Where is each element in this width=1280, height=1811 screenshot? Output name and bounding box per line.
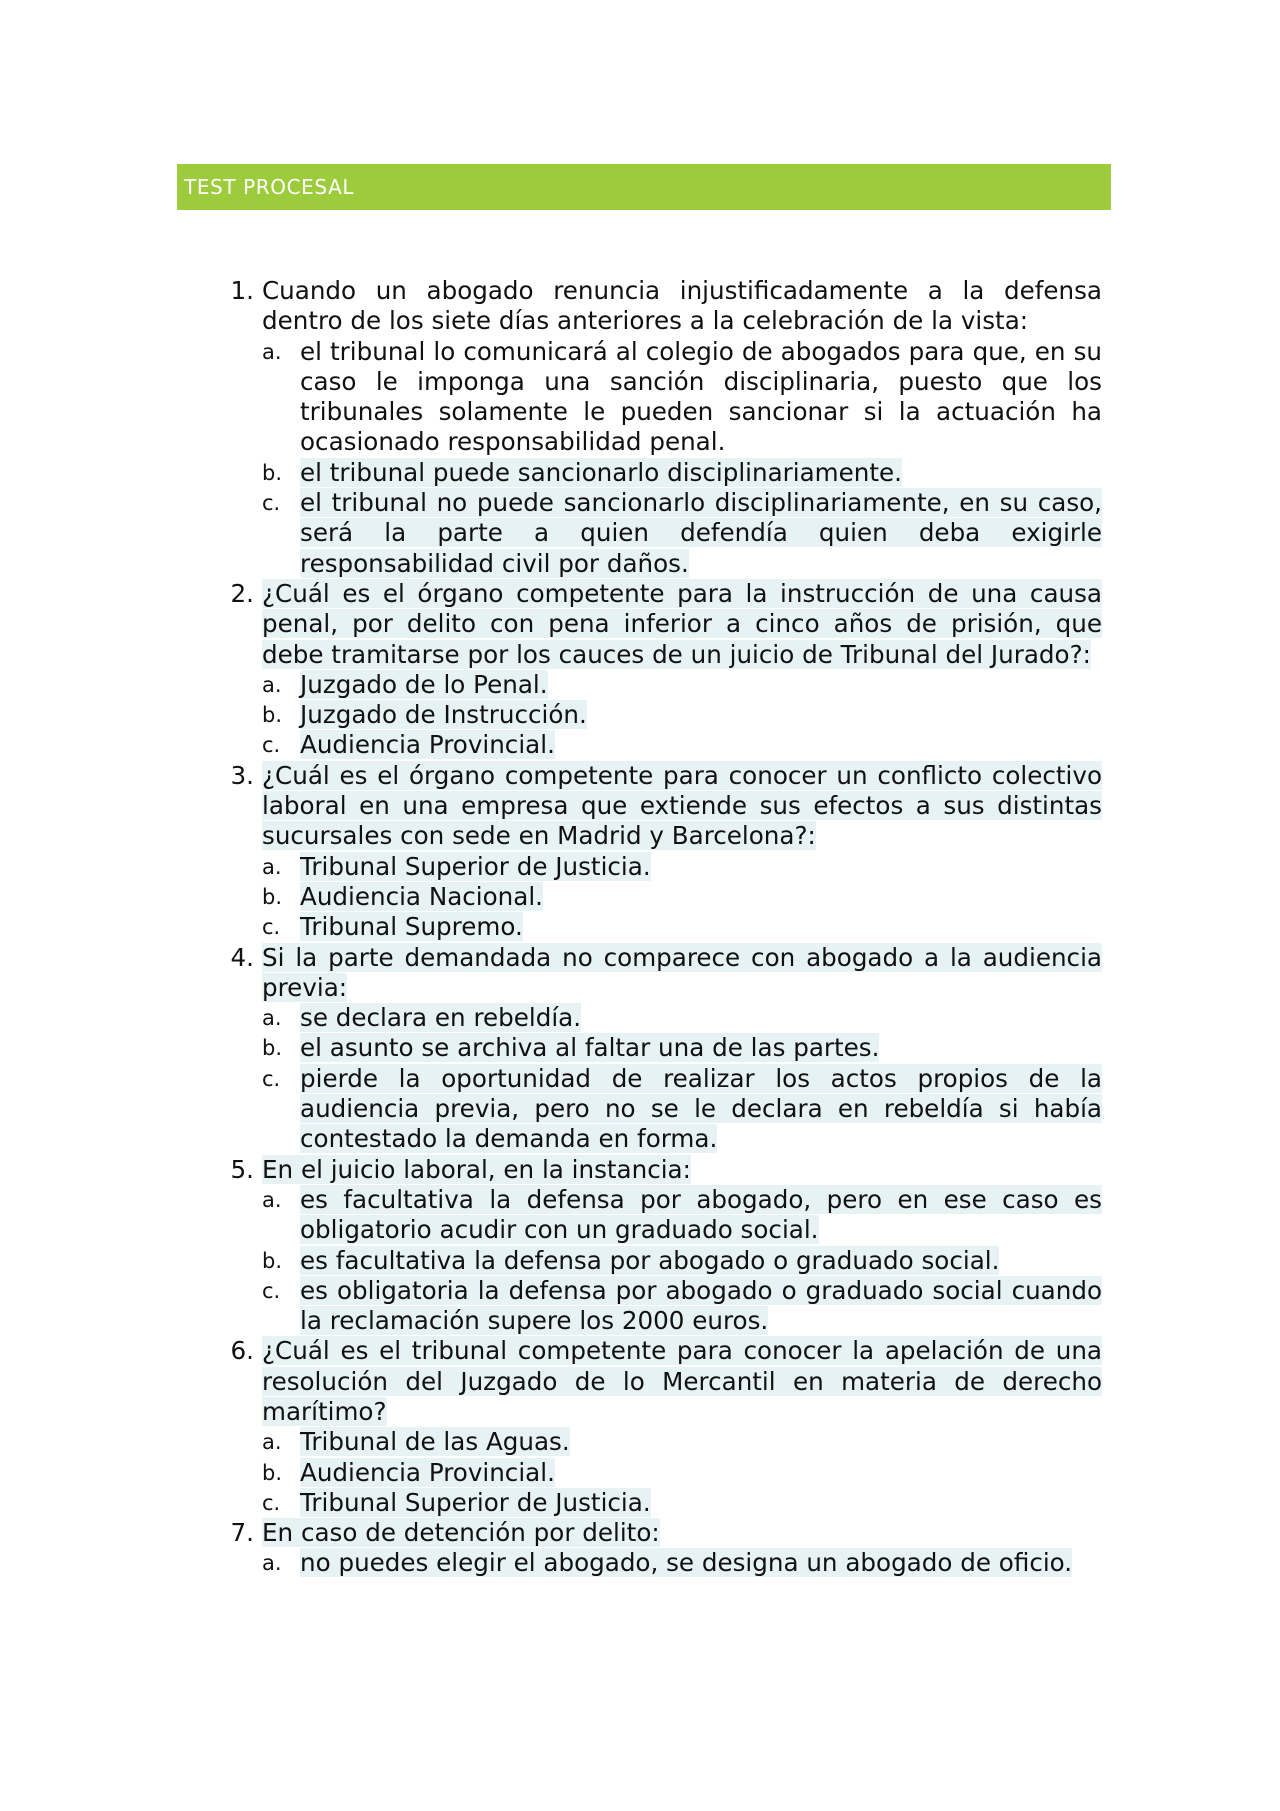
option-text: es facultativa la defensa por abogado o graduado social.: [300, 1245, 1000, 1275]
option-text: se declara en rebeldía.: [300, 1003, 582, 1033]
option-text: pierde la oportunidad de realizar los actos propios de la audiencia previa, pero no se le declara en rebeldía si había contestado la demanda en forma.: [300, 1063, 1102, 1154]
answer-option: [262, 1003, 1102, 1033]
answer-option: [262, 1185, 1102, 1246]
option-text-block: [300, 1427, 1102, 1457]
option-text: Audiencia Provincial.: [300, 1457, 555, 1487]
answer-option: [262, 882, 1102, 912]
answer-option: [262, 337, 1102, 458]
option-text-block: [300, 670, 1102, 700]
option-letter: c.: [262, 1066, 281, 1091]
answer-option: [262, 1064, 1102, 1155]
option-letter: a.: [262, 1430, 282, 1455]
option-text: el tribunal puede sancionarlo disciplinariamente.: [300, 457, 902, 487]
option-letter: a.: [262, 1551, 282, 1576]
question-text: En el juicio laboral, en la instancia:: [262, 1154, 691, 1184]
option-text-block: [300, 730, 1102, 760]
question-text: ¿Cuál es el órgano competente para conocer un conflicto colectivo laboral en una empresa que extiende sus efectos a sus distintas sucursales con sede en Madrid y Barcelona?:: [262, 760, 1102, 851]
question-text-block: [262, 1155, 1102, 1185]
answer-option: [262, 488, 1102, 579]
answer-option: [262, 1246, 1102, 1276]
answer-option: [262, 730, 1102, 760]
option-letter: b.: [262, 1460, 283, 1485]
option-text-block: [300, 700, 1102, 730]
question-text: En caso de detención por delito:: [262, 1518, 660, 1548]
question-item: [218, 943, 1102, 1155]
option-text-block: [300, 337, 1102, 458]
question-number: 1.: [230, 276, 254, 305]
answer-option: [262, 458, 1102, 488]
option-text-block: [300, 1185, 1102, 1246]
option-letter: c.: [262, 915, 281, 940]
option-letter: b.: [262, 703, 283, 728]
option-text-block: [300, 488, 1102, 579]
question-text-block: [262, 943, 1102, 1004]
question-list: [218, 276, 1102, 1579]
question-item: [218, 579, 1102, 761]
answer-option: [262, 1427, 1102, 1457]
option-text: Juzgado de Instrucción.: [300, 700, 587, 730]
option-text: Tribunal de las Aguas.: [300, 1427, 570, 1457]
option-letter: c.: [262, 1278, 281, 1303]
question-text: Si la parte demandada no comparece con abogado a la audiencia previa:: [262, 942, 1102, 1002]
answer-option: [262, 912, 1102, 942]
option-letter: b.: [262, 884, 283, 909]
option-text-block: [300, 458, 1102, 488]
question-item: [218, 1336, 1102, 1518]
question-text-block: [262, 276, 1102, 337]
question-number: 3.: [230, 760, 254, 790]
question-item: [218, 1518, 1102, 1579]
option-letter: a.: [262, 339, 282, 364]
answer-option: [262, 1458, 1102, 1488]
answer-option: [262, 1488, 1102, 1518]
answer-option: [262, 700, 1102, 730]
question-text: Cuando un abogado renuncia injustificadamente a la defensa dentro de los siete días anteriores a la celebración de la vista:: [262, 276, 1102, 336]
option-text: el tribunal lo comunicará al colegio de abogados para que, en su caso le imponga una sanción disciplinaria, puesto que los tribunales solamente le pueden sancionar si la actuación ha ocasionado responsabilidad penal.: [300, 336, 1102, 457]
option-letter: a.: [262, 1187, 282, 1212]
answer-option: [262, 1548, 1102, 1578]
question-number: 7.: [230, 1518, 254, 1548]
answer-option: [262, 1276, 1102, 1337]
question-number: 4.: [230, 942, 254, 972]
option-text: es facultativa la defensa por abogado, pero en ese caso es obligatorio acudir con un graduado social.: [300, 1184, 1102, 1245]
option-text-block: [300, 1033, 1102, 1063]
option-letter: a.: [262, 1006, 282, 1031]
option-text-block: [300, 1488, 1102, 1518]
header-bar: [177, 164, 1111, 210]
option-text: Tribunal Superior de Justicia.: [300, 851, 651, 881]
option-letter: c.: [262, 491, 281, 516]
option-text-block: [300, 1276, 1102, 1337]
question-text-block: [262, 1336, 1102, 1427]
option-letter: a.: [262, 854, 282, 879]
question-text-block: [262, 579, 1102, 670]
question-text-block: [262, 761, 1102, 852]
option-letter: b.: [262, 1248, 283, 1273]
question-item: [218, 761, 1102, 943]
question-text: ¿Cuál es el tribunal competente para conocer la apelación de una resolución del Juzgado de lo Mercantil en materia de derecho marítimo?: [262, 1336, 1102, 1426]
question-text: ¿Cuál es el órgano competente para la instrucción de una causa penal, por delito con pena inferior a cinco años de prisión, que debe tramitarse por los cauces de un juicio de Tribunal del Jurado?:: [262, 578, 1102, 669]
option-text: Tribunal Superior de Justicia.: [300, 1487, 651, 1517]
option-text-block: [300, 1548, 1102, 1578]
option-text: el tribunal no puede sancionarlo disciplinariamente, en su caso, será la parte a quien defendía quien deba exigirle responsabilidad civil por daños.: [300, 488, 1102, 578]
option-text-block: [300, 1458, 1102, 1488]
option-text-block: [300, 1246, 1102, 1276]
question-item: [218, 276, 1102, 579]
question-number: 2.: [230, 578, 254, 608]
option-text: Juzgado de lo Penal.: [300, 669, 548, 699]
option-letter: b.: [262, 460, 283, 485]
option-text-block: [300, 852, 1102, 882]
option-text: Audiencia Provincial.: [300, 730, 555, 760]
question-text-block: [262, 1518, 1102, 1548]
option-text: es obligatoria la defensa por abogado o graduado social cuando la reclamación supere los 2000 euros.: [300, 1275, 1102, 1336]
option-text-block: [300, 1064, 1102, 1155]
header-title: TEST PROCESAL: [184, 175, 355, 199]
answer-option: [262, 670, 1102, 700]
option-text: Audiencia Nacional.: [300, 881, 543, 911]
answer-option: [262, 852, 1102, 882]
option-text: no puedes elegir el abogado, se designa un abogado de oficio.: [300, 1548, 1073, 1578]
option-text-block: [300, 882, 1102, 912]
option-letter: b.: [262, 1036, 283, 1061]
option-text: el asunto se archiva al faltar una de las partes.: [300, 1033, 880, 1063]
question-item: [218, 1155, 1102, 1337]
question-number: 5.: [230, 1154, 254, 1184]
option-letter: c.: [262, 733, 281, 758]
option-letter: a.: [262, 672, 282, 697]
answer-option: [262, 1033, 1102, 1063]
option-text: Tribunal Supremo.: [300, 912, 523, 942]
question-number: 6.: [230, 1336, 254, 1366]
option-letter: c.: [262, 1490, 281, 1515]
option-text-block: [300, 1003, 1102, 1033]
option-text-block: [300, 912, 1102, 942]
